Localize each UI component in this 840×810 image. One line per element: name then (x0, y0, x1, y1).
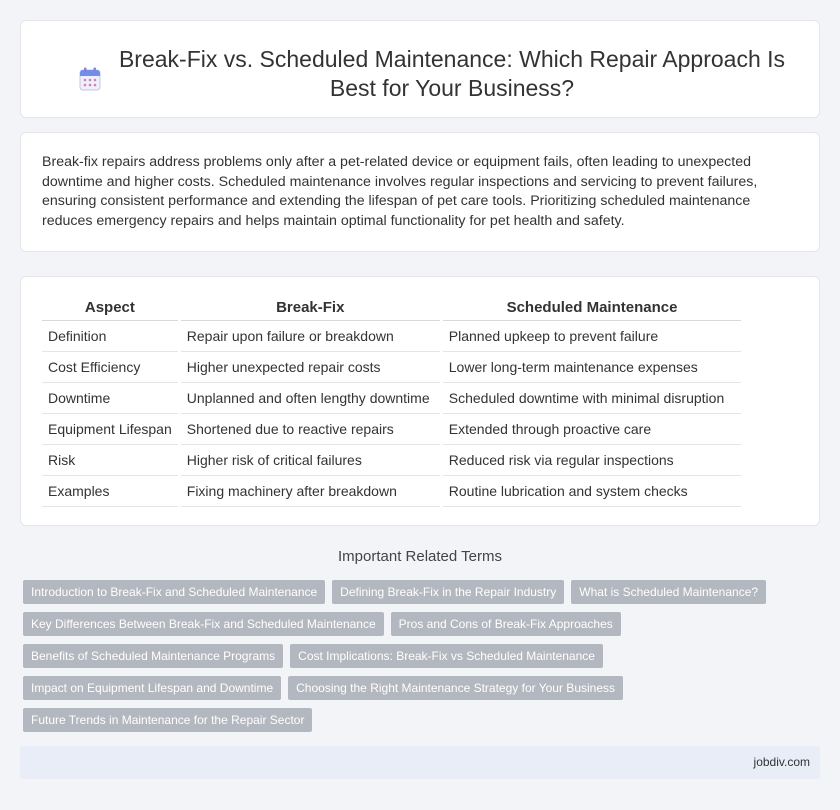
intro-paragraph: Break-fix repairs address problems only after a pet-related device or equipment fails, often leading to unexpected downtime and higher costs. Scheduled maintenance involves regular inspections and servicing to prevent failures, ensuring consistent performance and extending the lifespan of pet care tools. Prioritizing scheduled maintenance reduces emergency repairs and helps maintain optimal functionality for pet health and safety. (42, 154, 758, 229)
table-cell: Planned upkeep to prevent failure (441, 320, 741, 351)
column-header-aspect: Aspect (42, 296, 179, 320)
tag-row (23, 676, 803, 700)
intro-card (20, 132, 820, 252)
table-cell: Definition (42, 320, 179, 351)
table-cell: Extended through proactive care (441, 413, 741, 444)
table-cell: Unplanned and often lengthy downtime (179, 382, 441, 413)
footer-site-link[interactable]: jobdiv.com (753, 755, 810, 769)
table-cell: Downtime (42, 382, 179, 413)
related-term-tag[interactable]: Introduction to Break-Fix and Scheduled Maintenance (23, 580, 325, 604)
footer (20, 746, 820, 779)
tag-row (23, 612, 803, 636)
table-cell: Repair upon failure or breakdown (179, 320, 441, 351)
tag-row (23, 644, 803, 668)
related-term-tag[interactable]: Key Differences Between Break-Fix and Scheduled Maintenance (23, 612, 384, 636)
column-header-break-fix: Break-Fix (179, 296, 441, 320)
related-term-tag[interactable]: What is Scheduled Maintenance? (571, 580, 766, 604)
table-cell: Routine lubrication and system checks (441, 475, 741, 506)
related-term-tag[interactable]: Pros and Cons of Break-Fix Approaches (391, 612, 621, 636)
related-term-tag[interactable]: Benefits of Scheduled Maintenance Programs (23, 644, 283, 668)
table-row (42, 475, 741, 506)
table-cell: Shortened due to reactive repairs (179, 413, 441, 444)
table-cell: Higher unexpected repair costs (179, 351, 441, 382)
table-cell: Lower long-term maintenance expenses (441, 351, 741, 382)
related-term-tag[interactable]: Cost Implications: Break-Fix vs Scheduled Maintenance (290, 644, 603, 668)
related-terms-heading: Important Related Terms (338, 548, 502, 565)
page-title: Break-Fix vs. Scheduled Maintenance: Which Repair Approach Is Best for Your Business? (118, 46, 786, 101)
table-cell: Equipment Lifespan (42, 413, 179, 444)
comparison-card (20, 276, 820, 526)
table-row (42, 320, 741, 351)
table-cell: Fixing machinery after breakdown (179, 475, 441, 506)
table-cell: Examples (42, 475, 179, 506)
column-header-scheduled-maintenance: Scheduled Maintenance (441, 296, 741, 320)
table-header-row (42, 296, 741, 320)
table-cell: Reduced risk via regular inspections (441, 444, 741, 475)
table-row (42, 351, 741, 382)
related-term-tag[interactable]: Defining Break-Fix in the Repair Industry (332, 580, 564, 604)
tag-row (23, 580, 803, 604)
comparison-table (42, 296, 741, 507)
related-term-tag[interactable]: Impact on Equipment Lifespan and Downtime (23, 676, 281, 700)
related-term-tag[interactable]: Future Trends in Maintenance for the Repair Sector (23, 708, 312, 732)
tag-row (23, 708, 803, 732)
table-row (42, 444, 741, 475)
related-terms-list (23, 580, 803, 740)
title-card (20, 20, 820, 118)
related-term-tag[interactable]: Choosing the Right Maintenance Strategy for Your Business (288, 676, 623, 700)
table-cell: Higher risk of critical failures (179, 444, 441, 475)
table-cell: Cost Efficiency (42, 351, 179, 382)
table-cell: Risk (42, 444, 179, 475)
table-row (42, 382, 741, 413)
table-cell: Scheduled downtime with minimal disruption (441, 382, 741, 413)
table-row (42, 413, 741, 444)
